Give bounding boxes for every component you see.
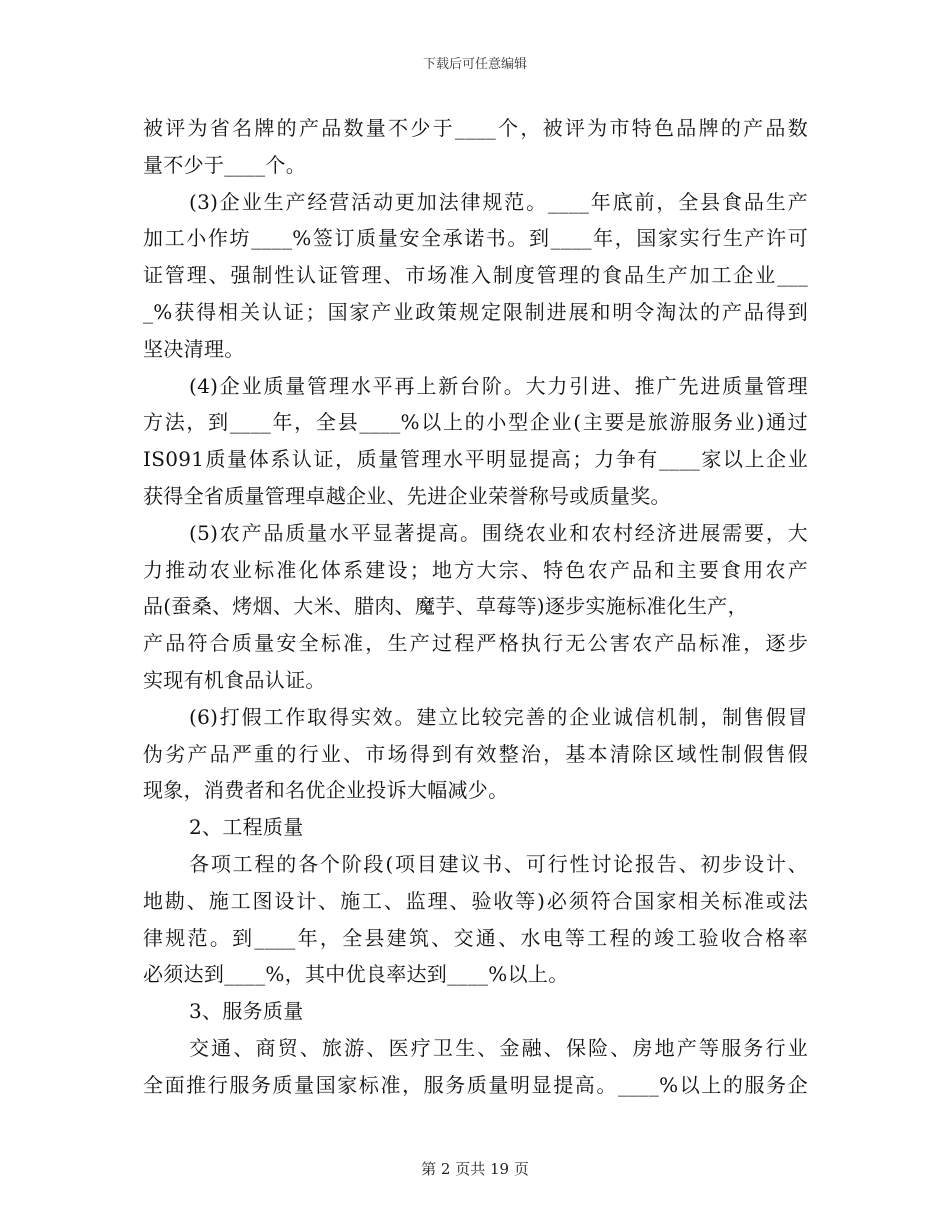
text-line: 加工小作坊____%签订质量安全承诺书。到____年，国家实行生产许可 xyxy=(143,226,808,251)
text-line: 必须达到____%，其中优良率达到____%以上。 xyxy=(143,962,569,987)
section-heading-engineering-quality: 2、工程质量 xyxy=(189,815,304,840)
text-line: 力推动农业标准化体系建设；地方大宗、特色农产品和主要食用农产 xyxy=(143,557,808,582)
text-line: 品(蚕桑、烤烟、大米、腊肉、魔芋、草莓等)逐步实施标准化生产， xyxy=(143,594,748,619)
text-line: 被评为省名牌的产品数量不少于____个，被评为市特色品牌的产品数 xyxy=(143,116,808,140)
text-line: _%获得相关认证；国家产业政策规定限制进展和明令淘汰的产品得到 xyxy=(143,299,808,324)
text-line: 坚决清理。 xyxy=(143,336,245,361)
text-line: 产品符合质量安全标准，生产过程严格执行无公害农产品标准，逐步 xyxy=(143,631,808,656)
paragraph-start-engineering: 各项工程的各个阶段(项目建议书、可行性讨论报告、初步设计、 xyxy=(189,851,808,876)
text-line: 证管理、强制性认证管理、市场准入制度管理的食品生产加工企业___ xyxy=(143,263,808,288)
text-line: 全面推行服务质量国家标准，服务质量明显提高。____%以上的服务企 xyxy=(143,1072,808,1097)
text-line: 现象，消费者和名优企业投诉大幅减少。 xyxy=(143,778,509,803)
text-line: 伪劣产品严重的行业、市场得到有效整治，基本清除区域性制假售假 xyxy=(143,741,808,766)
section-heading-service-quality: 3、服务质量 xyxy=(189,999,304,1024)
paragraph-start-6: (6)打假工作取得实效。建立比较完善的企业诚信机制，制售假冒 xyxy=(189,704,808,729)
paragraph-start-5: (5)农产品质量水平显著提高。围绕农业和农村经济进展需要，大 xyxy=(189,520,808,545)
text-line: 方法，到____年，全县____%以上的小型企业(主要是旅游服务业)通过 xyxy=(143,410,808,435)
body-text xyxy=(143,110,808,1104)
page-number-footer: 第 2 页共 19 页 xyxy=(421,1160,529,1178)
text-line: 地勘、施工图设计、施工、监理、验收等)必须符合国家相关标准或法 xyxy=(143,888,808,913)
paragraph-start-3: (3)企业生产经营活动更加法律规范。____年底前，全县食品生产 xyxy=(189,189,808,214)
page-header: 下载后可任意编辑 xyxy=(422,57,527,72)
text-line: 获得全省质量管理卓越企业、先进企业荣誉称号或质量奖。 xyxy=(143,483,671,508)
text-line: IS091质量体系认证，质量管理水平明显提高；力争有____家以上企业 xyxy=(143,447,808,472)
text-line: 量不少于____个。 xyxy=(143,152,306,177)
text-line: 实现有机食品认证。 xyxy=(143,667,326,692)
paragraph-start-service: 交通、商贸、旅游、医疗卫生、金融、保险、房地产等服务行业 xyxy=(189,1035,808,1060)
paragraph-start-4: (4)企业质量管理水平再上新台阶。大力引进、推广先进质量管理 xyxy=(189,373,808,398)
text-line: 律规范。到____年，全县建筑、交通、水电等工程的竣工验收合格率 xyxy=(143,925,808,950)
